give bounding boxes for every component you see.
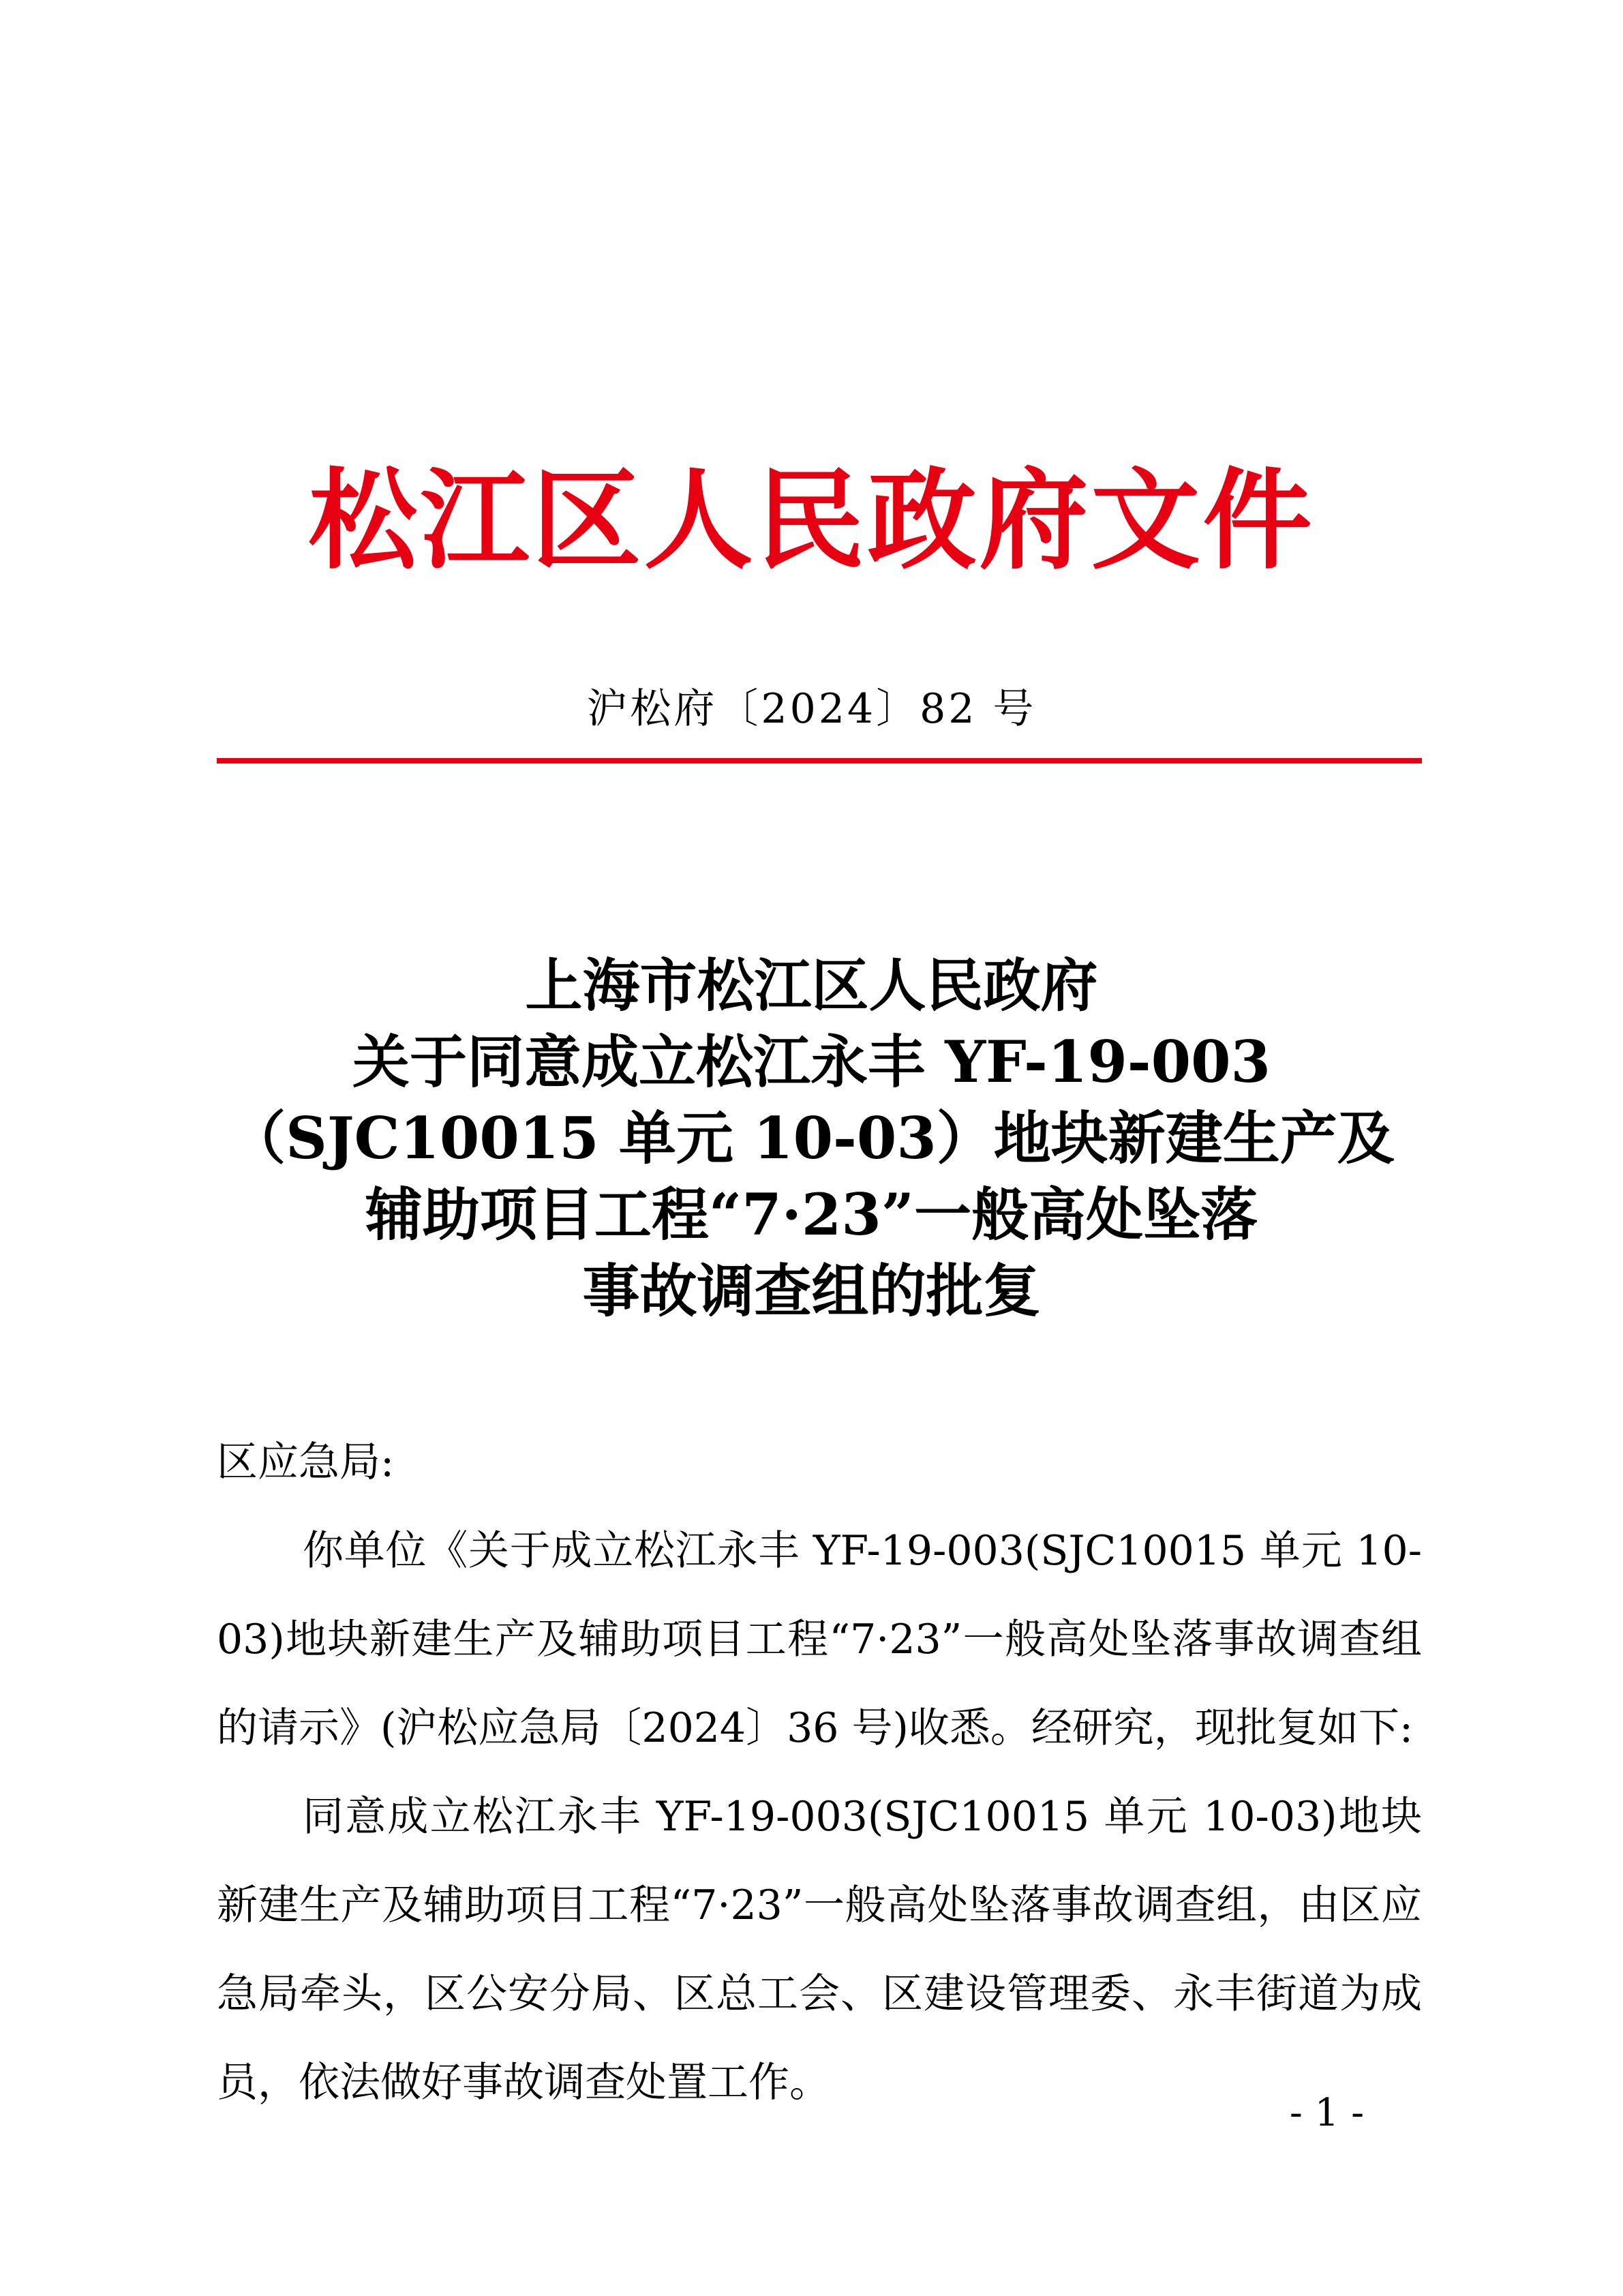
- title-line: （SJC10015 单元 10-03）地块新建生产及: [228, 1104, 1395, 1172]
- body-paragraph: 同意成立松江永丰 YF-19-003(SJC10015 单元 10-03)地块新建生产及辅助项目工程“7·23”一般高处坠落事故调查组，由区应急局牵头，区公安分局、区总工会、区建设管理委、永丰街道为成员，依法做好事故调查处置工作。: [217, 1793, 1422, 2106]
- title-line: 上海市松江区人民政府: [525, 952, 1098, 1019]
- addressee: 区应急局:: [217, 1438, 395, 1486]
- title-line: 辅助项目工程“7·23”一般高处坠落: [365, 1181, 1258, 1248]
- red-separator-line: [217, 758, 1422, 764]
- document-title: [0, 948, 1623, 1329]
- page-number: - 1 -: [1289, 2091, 1364, 2135]
- document-number: 沪松府〔2024〕82 号: [586, 685, 1037, 733]
- title-line: 事故调查组的批复: [582, 1257, 1041, 1325]
- body-paragraph: 你单位《关于成立松江永丰 YF-19-003(SJC10015 单元 10-03)地块新建生产及辅助项目工程“7·23”一般高处坠落事故调查组的请示》(沪松应急局〔2024〕36 号)收悉。经研究，现批复如下:: [217, 1527, 1422, 1752]
- document-body: [217, 1418, 1422, 2127]
- document-masthead: 松江区人民政府文件: [308, 457, 1315, 584]
- title-line: 关于同意成立松江永丰 YF-19-003: [352, 1028, 1271, 1096]
